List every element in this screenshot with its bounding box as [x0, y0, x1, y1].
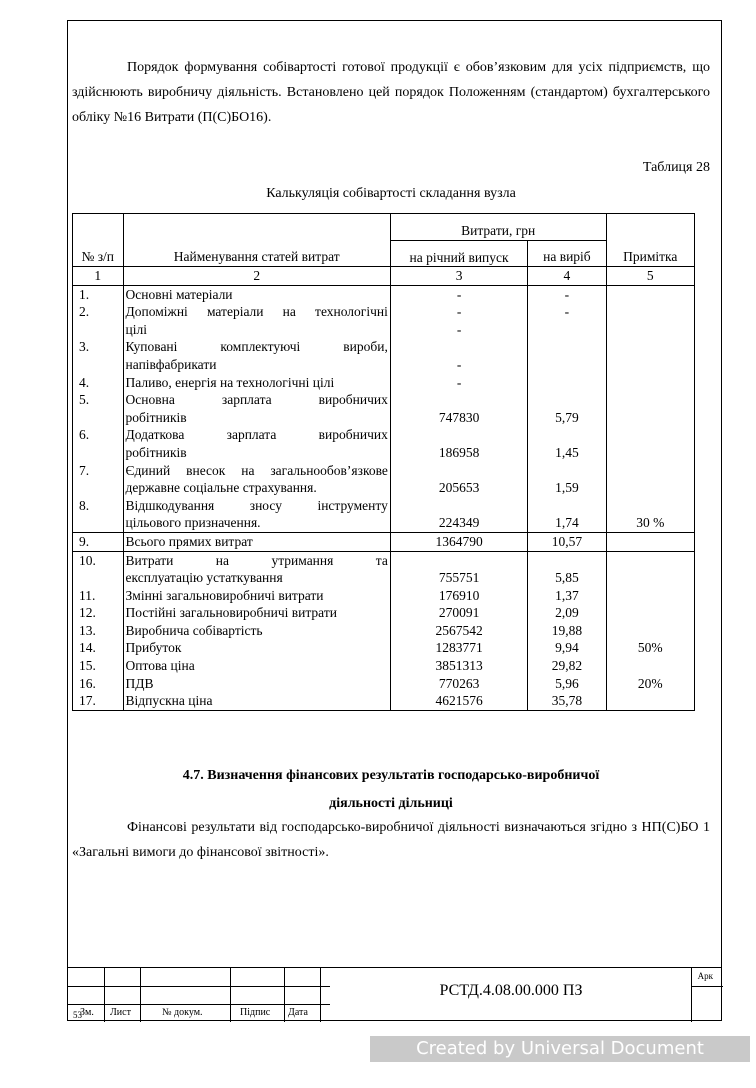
row-name-line: Основна зарплата виробничих: [125, 392, 388, 408]
row-name-line: робітників: [125, 409, 187, 425]
row-number: [73, 338, 124, 373]
row-note: [606, 338, 695, 373]
row-per-item-value: 5,96: [555, 675, 579, 691]
row-number-value: 4.: [79, 374, 90, 390]
row-name-line: Прибуток: [125, 640, 182, 656]
row-note-value: 20%: [637, 675, 663, 691]
row-per-item: [528, 622, 606, 640]
row-name-line: Змінні загальновиробничі витрати: [125, 587, 324, 603]
row-note: [606, 497, 695, 533]
row-name-line: державне соціальне страхування.: [125, 480, 317, 496]
row-per-item-value: 1,37: [555, 587, 579, 603]
header-num: № з/п: [73, 214, 124, 267]
stamp-label-sign: Підпис: [240, 1007, 271, 1018]
row-note: [606, 639, 695, 657]
row-annual: [390, 338, 527, 373]
row-annual: [390, 303, 527, 338]
row-annual-value: 770263: [438, 675, 480, 691]
row-name: [123, 604, 390, 622]
row-name-line: Єдиний внесок на загальнообов’язкове: [125, 462, 388, 478]
row-annual-value: 755751: [438, 570, 480, 586]
row-note: [606, 692, 695, 710]
row-per-item-value: 35,78: [551, 693, 583, 709]
row-annual-value: 1283771: [435, 640, 483, 656]
header-per-item: на виріб: [528, 240, 606, 267]
row-name-line: Основні матеріали: [125, 286, 233, 302]
row-number-value: 6.: [79, 427, 90, 443]
row-number: [73, 497, 124, 533]
row-note: [606, 622, 695, 640]
row-number: [73, 639, 124, 657]
row-name: [123, 692, 390, 710]
table-row: [73, 551, 695, 587]
row-annual-value: 176910: [438, 587, 480, 603]
row-number: [73, 657, 124, 675]
row-number: [73, 692, 124, 710]
row-number: [73, 391, 124, 426]
row-annual: [390, 285, 527, 303]
row-note: [606, 285, 695, 303]
row-per-item-value: 1,59: [555, 480, 579, 496]
row-per-item-value: 5,85: [555, 570, 579, 586]
row-annual-value: -: [456, 356, 462, 372]
table-row: [73, 285, 695, 303]
header-annual: на річний випуск: [390, 240, 527, 267]
row-number: [73, 532, 124, 551]
row-per-item-value: 5,79: [555, 409, 579, 425]
row-note: [606, 391, 695, 426]
column-number-row: [73, 267, 695, 286]
row-note-value: 50%: [637, 640, 663, 656]
row-annual: [390, 604, 527, 622]
row-number-value: 10.: [79, 552, 96, 568]
row-name: [123, 285, 390, 303]
row-name: [123, 639, 390, 657]
row-name: [123, 675, 390, 693]
row-name-line: Виробнича собівартість: [125, 622, 263, 638]
row-annual: [390, 587, 527, 605]
row-note: [606, 462, 695, 497]
row-name-line: Куповані комплектуючі вироби,: [125, 339, 388, 355]
col-number: 5: [606, 267, 695, 286]
col-number: 4: [528, 267, 606, 286]
row-name-line: Паливо, енергія на технологічні цілі: [125, 374, 335, 390]
row-name-line: Оптова ціна: [125, 658, 195, 674]
cost-table: [72, 213, 695, 711]
row-per-item: [528, 426, 606, 461]
row-annual-value: 205653: [438, 480, 480, 496]
stamp-label-change: Зм.: [80, 1007, 94, 1018]
row-note: [606, 532, 695, 551]
row-number-value: 16.: [79, 675, 96, 691]
row-annual: [390, 675, 527, 693]
row-annual: [390, 692, 527, 710]
row-annual-value: 2567542: [435, 622, 483, 638]
section-heading-line2: діяльності дільниці: [329, 796, 453, 811]
row-number: [73, 426, 124, 461]
row-number: [73, 675, 124, 693]
row-per-item-value: 10,57: [551, 533, 583, 549]
row-name-line: цільового призначення.: [125, 515, 261, 531]
row-number: [73, 462, 124, 497]
row-annual-value: 4621576: [435, 693, 483, 709]
section-heading: [72, 762, 710, 818]
row-name: [123, 551, 390, 587]
row-name-line: Відпускна ціна: [125, 693, 213, 709]
header-note: Примітка: [606, 214, 695, 267]
row-per-item-value: -: [564, 304, 570, 320]
row-annual-value: 186958: [438, 444, 480, 460]
table-row: [73, 622, 695, 640]
row-note: [606, 587, 695, 605]
row-per-item-value: 1,45: [555, 444, 579, 460]
row-number: [73, 587, 124, 605]
table-row: [73, 374, 695, 392]
row-annual: [390, 639, 527, 657]
table-row: [73, 675, 695, 693]
header-costs: Витрати, грн: [390, 214, 606, 241]
row-name-line: Витрати на утримання та: [125, 552, 388, 568]
table-row: [73, 587, 695, 605]
intro-paragraph: Порядок формування собівартості готової продукції є обов’язковим для усіх підприємств, що здійснюють виробничу діяльність. Встановлено цей порядок Положенням (стандартом) бухгалтерського обліку №16 Витрати (П(С)БО16).: [72, 60, 710, 125]
row-number: [73, 303, 124, 338]
row-per-item: [528, 285, 606, 303]
row-note: [606, 426, 695, 461]
row-name-line: експлуатацію устаткування: [125, 570, 283, 586]
row-name-line: Додаткова зарплата виробничих: [125, 427, 388, 443]
table-row: [73, 462, 695, 497]
row-annual: [390, 462, 527, 497]
row-annual-value: 270091: [438, 605, 480, 621]
row-note: [606, 657, 695, 675]
row-per-item: [528, 675, 606, 693]
row-number-value: 11.: [79, 587, 96, 603]
row-annual: [390, 657, 527, 675]
row-annual-value: -: [456, 286, 462, 302]
row-annual: [390, 374, 527, 392]
row-number-value: 5.: [79, 392, 90, 408]
row-per-item: [528, 374, 606, 392]
table-row: [73, 497, 695, 533]
row-per-item: [528, 462, 606, 497]
col-number: 2: [123, 267, 390, 286]
row-name: [123, 338, 390, 373]
row-per-item: [528, 657, 606, 675]
document-code: РСТД.4.08.00.000 ПЗ: [439, 982, 583, 999]
table-row: [73, 657, 695, 675]
row-number-value: 13.: [79, 622, 96, 638]
row-number: [73, 622, 124, 640]
table-header-row: [73, 214, 695, 241]
section-heading-line1: 4.7. Визначення фінансових результатів господарсько-виробничої: [182, 768, 600, 783]
row-name-line: Всього прямих витрат: [125, 533, 253, 549]
sheet-label: Арк: [697, 971, 713, 981]
page-number: 53: [73, 1010, 82, 1020]
row-name-line: цілі: [125, 321, 147, 337]
row-per-item: [528, 497, 606, 533]
row-name-line: Постійні загальновиробничі витрати: [125, 605, 337, 621]
row-name-line: Допоміжні матеріали на технологічні: [125, 304, 388, 320]
row-annual-value: -: [456, 304, 462, 320]
row-per-item-value: 2,09: [555, 605, 579, 621]
row-per-item: [528, 338, 606, 373]
row-per-item-value: 29,82: [551, 658, 583, 674]
table-row: [73, 639, 695, 657]
stamp-label-doc: № докум.: [162, 1007, 203, 1018]
title-block-stamp: [67, 967, 722, 1021]
row-annual: [390, 391, 527, 426]
row-name-line: напівфабрикати: [125, 356, 217, 372]
col-number: 3: [390, 267, 527, 286]
row-name: [123, 587, 390, 605]
row-annual-value: 224349: [438, 515, 480, 531]
table-number: Таблиця 28: [642, 160, 710, 175]
stamp-label-date: Дата: [288, 1007, 308, 1018]
row-per-item: [528, 551, 606, 587]
row-note: [606, 675, 695, 693]
row-annual-value: -: [456, 321, 462, 337]
row-per-item: [528, 604, 606, 622]
row-number-value: 2.: [79, 304, 90, 320]
row-per-item-value: -: [564, 286, 570, 302]
row-name: [123, 532, 390, 551]
watermark: Created by Universal Document Converter: [370, 1036, 750, 1062]
row-per-item: [528, 587, 606, 605]
stamp-label-sheet: Лист: [110, 1007, 131, 1018]
row-note: [606, 374, 695, 392]
table-caption: Калькуляція собівартості складання вузла: [266, 186, 516, 201]
col-number: 1: [73, 267, 124, 286]
row-number: [73, 285, 124, 303]
row-annual: [390, 497, 527, 533]
row-per-item: [528, 532, 606, 551]
row-name: [123, 462, 390, 497]
row-name-line: ПДВ: [125, 675, 154, 691]
row-per-item: [528, 692, 606, 710]
row-number-value: 9.: [79, 533, 90, 549]
row-note: [606, 551, 695, 587]
row-number: [73, 551, 124, 587]
row-number-value: 8.: [79, 497, 90, 513]
table-row: [73, 426, 695, 461]
row-annual: [390, 532, 527, 551]
row-name: [123, 391, 390, 426]
table-row: [73, 303, 695, 338]
row-name-line: Відшкодування зносу інструменту: [125, 497, 388, 513]
row-name: [123, 303, 390, 338]
row-per-item-value: 1,74: [555, 515, 579, 531]
row-number-value: 15.: [79, 658, 96, 674]
row-number: [73, 604, 124, 622]
row-per-item: [528, 391, 606, 426]
row-number-value: 3.: [79, 339, 90, 355]
row-note: [606, 303, 695, 338]
row-name-line: робітників: [125, 444, 187, 460]
header-name: Найменування статей витрат: [123, 214, 390, 267]
row-annual: [390, 622, 527, 640]
row-per-item: [528, 639, 606, 657]
row-number-value: 17.: [79, 693, 96, 709]
section-paragraph: Фінансові результати від господарсько-виробничої діяльності визначаються згідно з НП(С)БО 1 «Загальні вимоги до фінансової звітності».: [72, 820, 710, 860]
row-number-value: 1.: [79, 286, 90, 302]
row-name: [123, 657, 390, 675]
row-annual-value: 1364790: [435, 533, 483, 549]
row-name: [123, 374, 390, 392]
table-row: [73, 692, 695, 710]
row-note-value: 30 %: [636, 515, 665, 531]
row-number-value: 7.: [79, 462, 90, 478]
table-row: [73, 391, 695, 426]
row-name: [123, 622, 390, 640]
row-number: [73, 374, 124, 392]
row-annual-value: 3851313: [435, 658, 483, 674]
row-per-item: [528, 303, 606, 338]
row-name: [123, 426, 390, 461]
row-annual: [390, 426, 527, 461]
row-number-value: 12.: [79, 605, 96, 621]
table-row: [73, 338, 695, 373]
row-name: [123, 497, 390, 533]
row-annual: [390, 551, 527, 587]
row-note: [606, 604, 695, 622]
row-number-value: 14.: [79, 640, 96, 656]
row-annual-value: 747830: [438, 409, 480, 425]
table-row: [73, 604, 695, 622]
row-annual-value: -: [456, 374, 462, 390]
table-row: [73, 532, 695, 551]
row-per-item-value: 9,94: [555, 640, 579, 656]
row-per-item-value: 19,88: [551, 622, 583, 638]
